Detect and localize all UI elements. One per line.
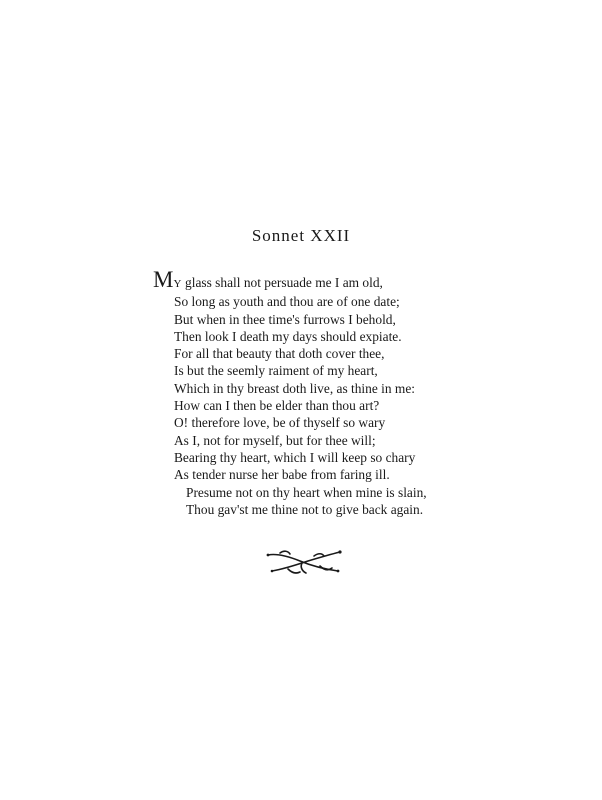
poem-line: For all that beauty that doth cover thee,: [174, 346, 385, 362]
poem-line: As tender nurse her babe from faring ill.: [174, 467, 390, 483]
poem-line: How can I then be elder than thou art?: [174, 398, 380, 414]
crossed-sprigs-ornament-icon: [266, 547, 342, 577]
poem-body: [153, 267, 483, 518]
poem-line-1: [153, 267, 483, 293]
poem-title: Sonnet XXII: [251, 226, 351, 245]
poem-line-1-rest: glass shall not persuade me I am old,: [181, 275, 383, 290]
poem-line: But when in thee time's furrows I behold,: [174, 311, 396, 327]
poem-line: Then look I death my days should expiate.: [174, 328, 402, 344]
poem-line: Bearing thy heart, which I will keep so chary: [174, 449, 416, 465]
couplet-line: Presume not on thy heart when mine is slain,: [186, 484, 427, 500]
poem-line: Which in thy breast doth live, as thine in me:: [174, 380, 415, 396]
poem-line: As I, not for myself, but for thee will;: [174, 432, 376, 448]
poem-line: O! therefore love, be of thyself so wary: [174, 415, 386, 431]
drop-cap: M: [153, 267, 174, 292]
couplet-line: Thou gav'st me thine not to give back again.: [186, 501, 424, 517]
small-cap: Y: [173, 278, 182, 290]
poem-line: So long as youth and thou are of one date;: [174, 294, 400, 310]
poem-line: Is but the seemly raiment of my heart,: [174, 363, 378, 379]
